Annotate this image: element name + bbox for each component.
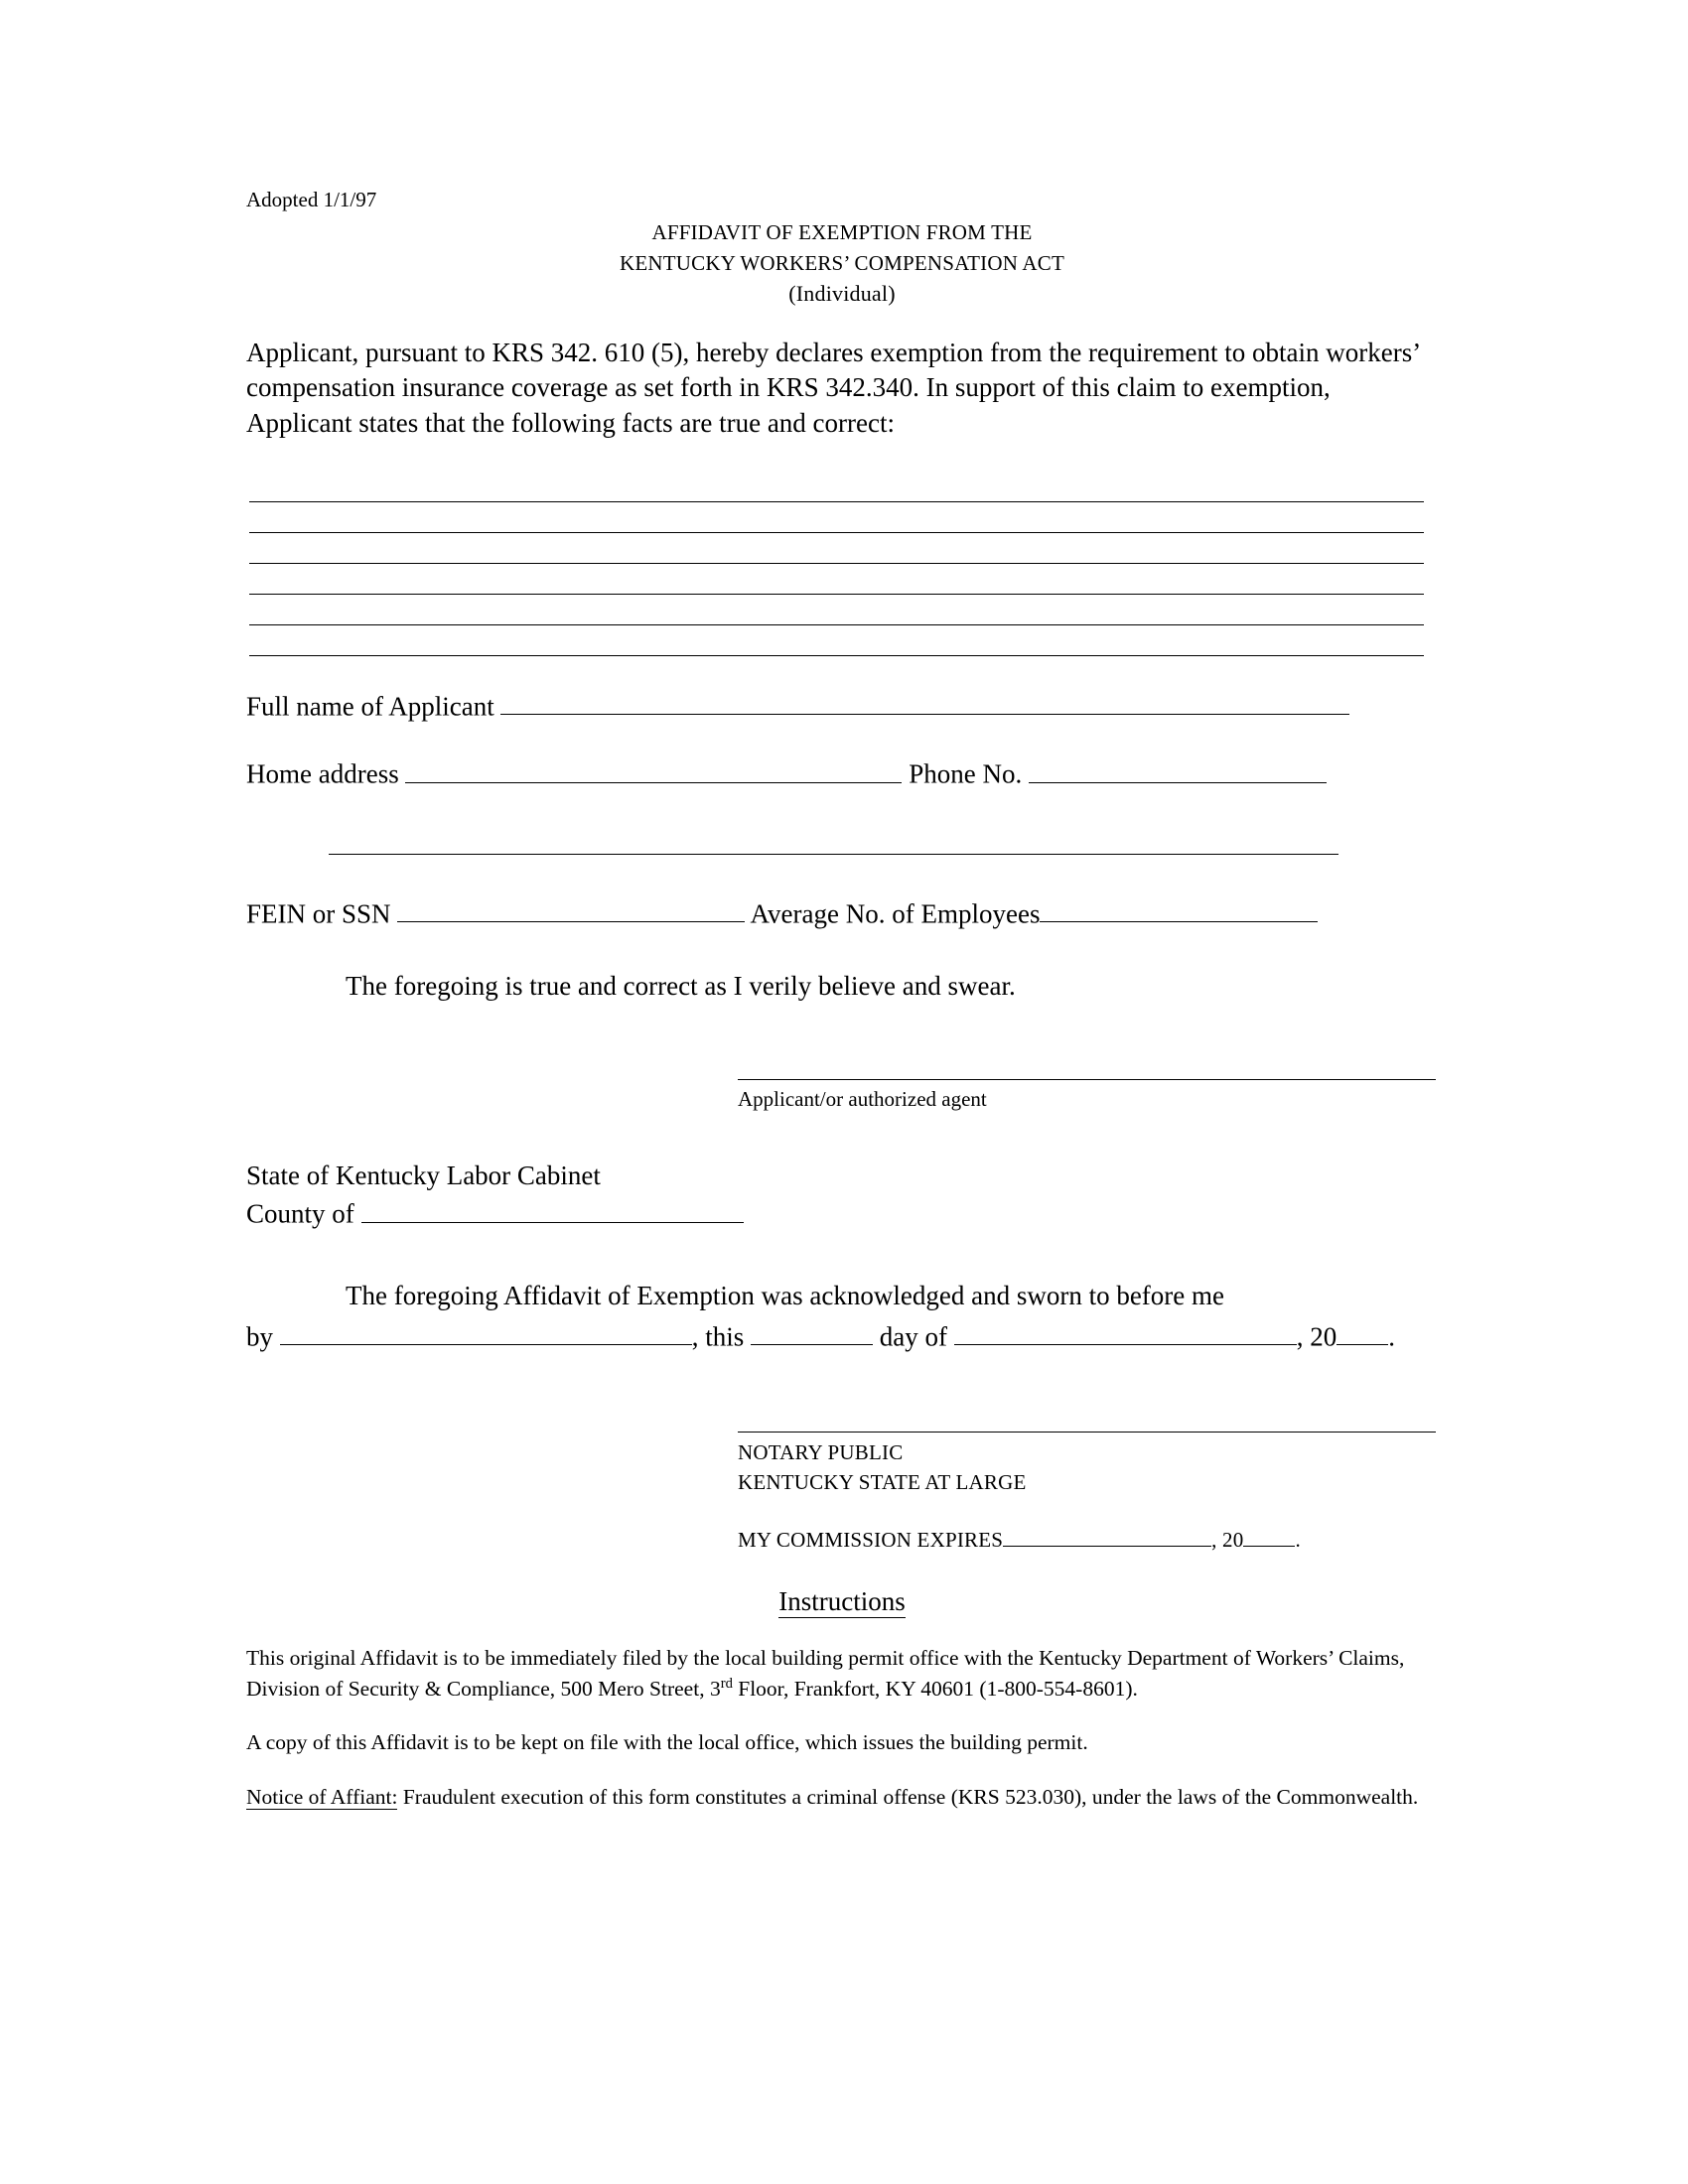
title-line-3: (Individual) bbox=[788, 280, 896, 306]
home-address-label: Home address bbox=[246, 758, 399, 789]
county-input[interactable] bbox=[361, 1193, 744, 1222]
instructions-paragraph-2: A copy of this Affidavit is to be kept on file with the local office, which issues the building permit. bbox=[246, 1730, 1088, 1755]
fein-row bbox=[246, 893, 1438, 931]
full-name-label: Full name of Applicant bbox=[246, 691, 494, 722]
document-title bbox=[246, 217, 1438, 310]
county-label: County of bbox=[246, 1198, 354, 1229]
this-label: , this bbox=[691, 1320, 745, 1351]
year-input[interactable] bbox=[1336, 1316, 1388, 1345]
employees-input[interactable] bbox=[1040, 893, 1318, 922]
state-county-block bbox=[246, 1158, 1438, 1232]
swear-statement: The foregoing is true and correct as I verily believe and swear. bbox=[346, 971, 1016, 1002]
applicant-signature-block bbox=[738, 1053, 1436, 1113]
commission-year-input[interactable] bbox=[1243, 1524, 1295, 1547]
document-body bbox=[246, 189, 1438, 1834]
notice-of-affiant-label: Notice of Affiant: bbox=[246, 1784, 398, 1809]
notice-of-affiant-body: Fraudulent execution of this form constitutes a criminal offense (KRS 523.030), under the laws of the Commonwealth. bbox=[397, 1784, 1419, 1809]
write-in-line[interactable] bbox=[249, 533, 1424, 564]
title-line-2: KENTUCKY WORKERS’ COMPENSATION ACT bbox=[619, 250, 1064, 275]
write-in-line[interactable] bbox=[249, 472, 1424, 502]
notary-block bbox=[738, 1406, 1436, 1553]
applicant-signature-label: Applicant/or authorized agent bbox=[738, 1087, 987, 1112]
instructions-p1-part-b: Floor, Frankfort, KY 40601 (1-800-554-8601). bbox=[732, 1676, 1138, 1701]
write-in-line[interactable] bbox=[249, 502, 1424, 533]
phone-label: Phone No. bbox=[909, 758, 1023, 789]
notary-signature-input[interactable] bbox=[738, 1406, 1436, 1433]
full-name-row bbox=[246, 686, 1438, 724]
fein-input[interactable] bbox=[397, 893, 745, 922]
by-input[interactable] bbox=[280, 1316, 692, 1345]
write-in-line[interactable] bbox=[249, 595, 1424, 625]
home-address-row bbox=[246, 753, 1438, 791]
phone-input[interactable] bbox=[1029, 753, 1327, 782]
state-line: State of Kentucky Labor Cabinet bbox=[246, 1160, 601, 1190]
acknowledgement-period: . bbox=[1388, 1320, 1395, 1351]
instructions-paragraph-1 bbox=[246, 1643, 1438, 1704]
acknowledgement-block bbox=[246, 1276, 1438, 1356]
acknowledgement-line-2 bbox=[246, 1316, 1438, 1357]
employees-label: Average No. of Employees bbox=[750, 898, 1041, 929]
day-of-label: day of bbox=[879, 1320, 947, 1351]
instructions-heading bbox=[246, 1586, 1438, 1617]
commission-period: . bbox=[1295, 1528, 1301, 1553]
county-row bbox=[246, 1193, 1438, 1232]
day-input[interactable] bbox=[751, 1316, 873, 1345]
commission-year-prefix: , 20 bbox=[1211, 1528, 1244, 1553]
address-line2-input[interactable] bbox=[329, 826, 1338, 855]
notary-state-label: KENTUCKY STATE AT LARGE bbox=[738, 1470, 1027, 1495]
commission-input[interactable] bbox=[1003, 1524, 1211, 1547]
title-line-1: AFFIDAVIT OF EXEMPTION FROM THE bbox=[651, 220, 1033, 245]
write-in-line[interactable] bbox=[249, 564, 1424, 595]
fein-label: FEIN or SSN bbox=[246, 898, 391, 929]
commission-row bbox=[738, 1524, 1436, 1553]
by-label: by bbox=[246, 1320, 273, 1351]
notary-labels bbox=[738, 1438, 1436, 1498]
month-input[interactable] bbox=[954, 1316, 1297, 1345]
instructions-p1-part-a: This original Affidavit is to be immediately filed by the local building permit office with the Kentucky Department of Workers’ Claims, Division of Security & Compliance, 500 Mero Street, 3 bbox=[246, 1646, 1405, 1701]
notary-public-label: NOTARY PUBLIC bbox=[738, 1440, 904, 1465]
commission-label: MY COMMISSION EXPIRES bbox=[738, 1528, 1004, 1553]
instructions-heading-text: Instructions bbox=[778, 1586, 906, 1617]
adopted-date: Adopted 1/1/97 bbox=[246, 188, 377, 211]
lead-paragraph: Applicant, pursuant to KRS 342. 610 (5), hereby declares exemption from the requirement to obtain workers’ compensation insurance coverage as set forth in KRS 342.340. In support of this claim to exemption, Applicant states that the following facts are true and correct: bbox=[246, 337, 1420, 439]
acknowledgement-line-1 bbox=[246, 1276, 1438, 1316]
home-address-input[interactable] bbox=[405, 753, 902, 782]
applicant-signature-input[interactable] bbox=[738, 1053, 1436, 1080]
full-name-input[interactable] bbox=[500, 686, 1349, 715]
instructions-p1-ordinal: rd bbox=[720, 1675, 733, 1692]
acknowledgement-text: The foregoing Affidavit of Exemption was acknowledged and sworn to before me bbox=[346, 1281, 1225, 1310]
free-text-lines bbox=[246, 472, 1438, 656]
instructions-paragraph-3 bbox=[246, 1782, 1438, 1813]
year-prefix: , 20 bbox=[1296, 1320, 1337, 1351]
write-in-line[interactable] bbox=[249, 625, 1424, 656]
address-line2-row bbox=[329, 826, 1438, 864]
